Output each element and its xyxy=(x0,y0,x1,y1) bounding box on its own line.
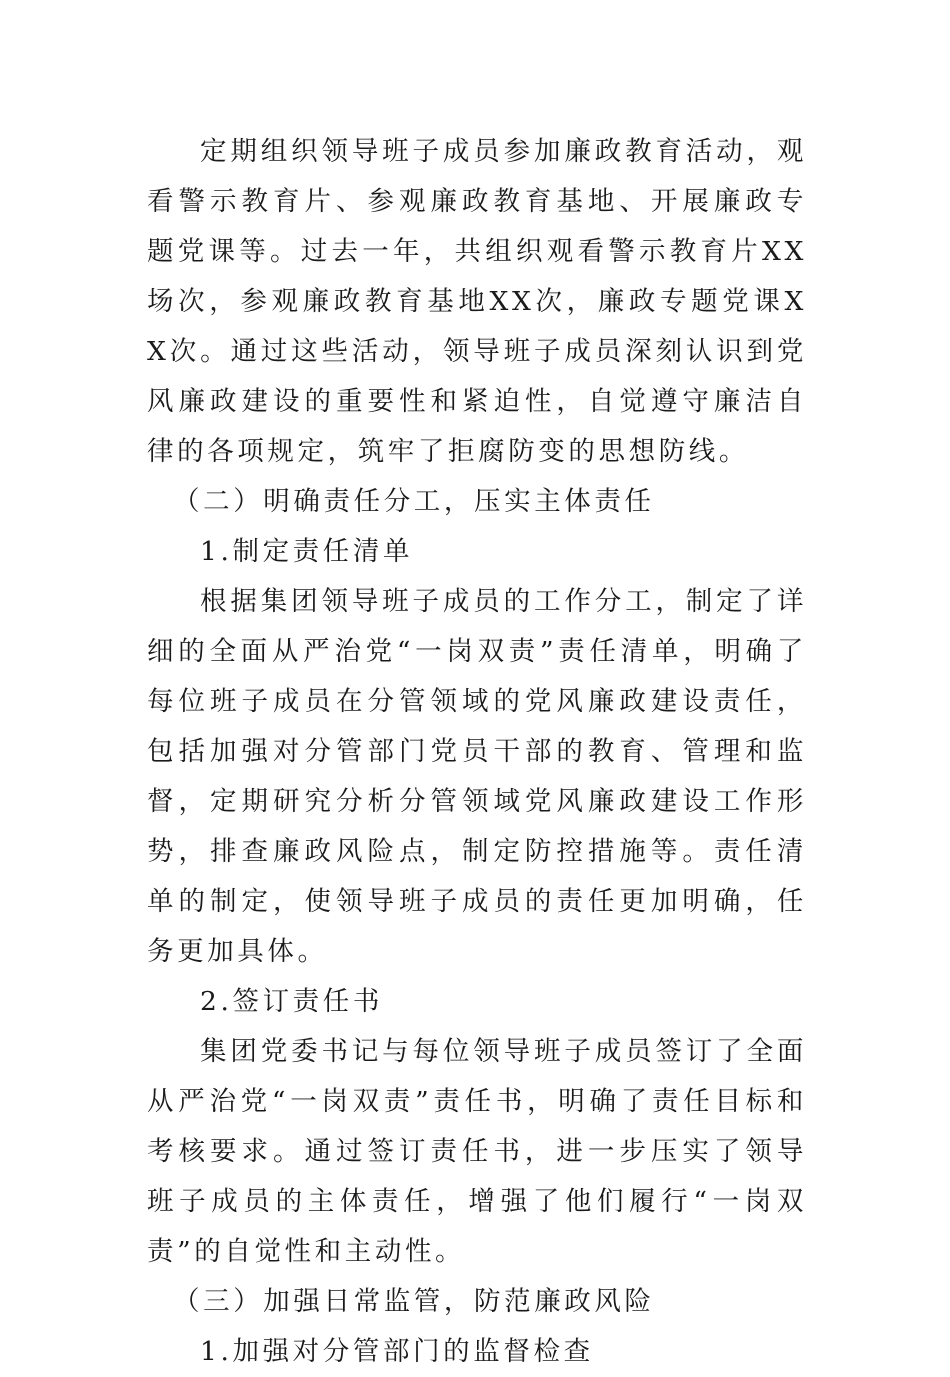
subheading-department-inspection: 1.加强对分管部门的监督检查 xyxy=(200,1336,594,1367)
paragraph-education-activities: 定期组织领导班子成员参加廉政教育活动，观看警示教育片、参观廉政教育基地、开展廉政专题党课等。过去一年，共组织观看警示教育片XX场次，参观廉政教育基地XX次，廉政专题党课XX次。通过这些活动，领导班子成员深刻认识到党风廉政建设的重要性和紧迫性，自觉遵守廉洁自律的各项规定，筑牢了拒腐防变的思想防线。 xyxy=(147,136,807,467)
section-heading-responsibility: （二）明确责任分工，压实主体责任 xyxy=(173,486,655,517)
document-body xyxy=(147,127,807,1377)
paragraph-responsibility-list: 根据集团领导班子成员的工作分工，制定了详细的全面从严治党“一岗双责”责任清单，明确了每位班子成员在分管领域的党风廉政建设责任，包括加强对分管部门党员干部的教育、管理和监督，定期研究分析分管领域党风廉政建设工作形势，排查廉政风险点，制定防控措施等。责任清单的制定，使领导班子成员的责任更加明确，任务更加具体。 xyxy=(147,586,807,967)
paragraph-responsibility-letter: 集团党委书记与每位领导班子成员签订了全面从严治党“一岗双责”责任书，明确了责任目标和考核要求。通过签订责任书，进一步压实了领导班子成员的主体责任，增强了他们履行“一岗双责”的自觉性和主动性。 xyxy=(147,1036,807,1267)
subheading-responsibility-letter: 2.签订责任书 xyxy=(200,986,383,1017)
subheading-responsibility-list: 1.制定责任清单 xyxy=(200,536,414,567)
section-heading-daily-supervision: （三）加强日常监管，防范廉政风险 xyxy=(173,1286,655,1317)
